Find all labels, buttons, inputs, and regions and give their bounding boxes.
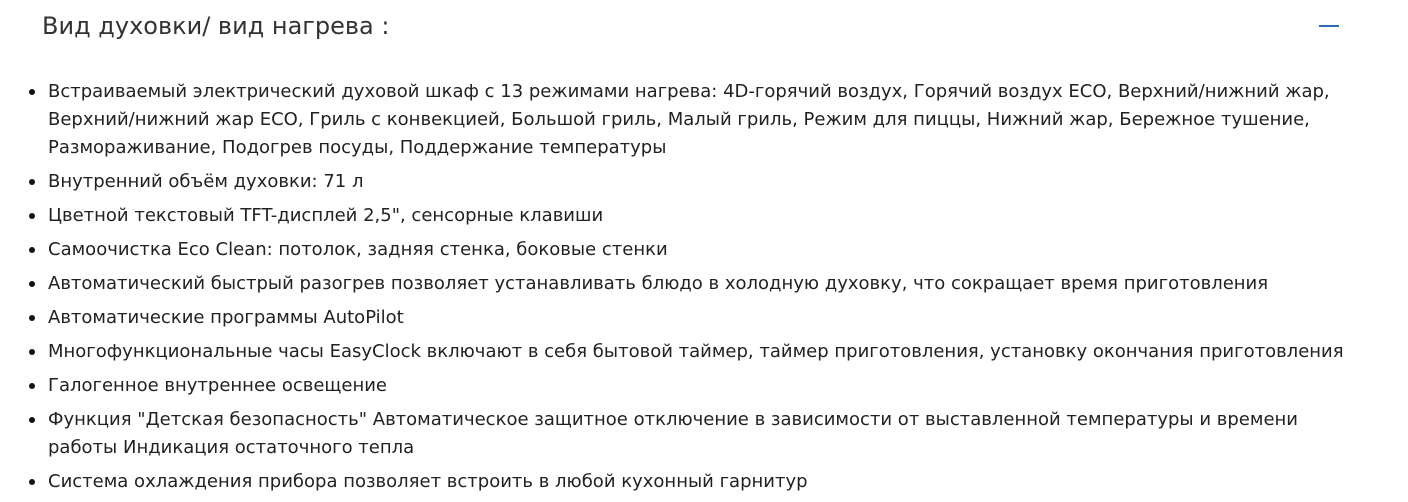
bullet-icon [29, 89, 35, 95]
feature-text: Встраиваемый электрический духовой шкаф с 13 режимами нагрева: 4D-горячий воздух, Горячий воздух ECO, Верхний/нижний жар, Верхний/нижний жар ECO, Гриль с конвекцией, Большой гриль, Малый гриль, Режим для пиццы, Нижний жар, Бережное тушение, Размораживание, Подогрев посуды, Поддержание температуры [48, 81, 1330, 158]
feature-text: Функция "Детская безопасность" Автоматическое защитное отключение в зависимости от выставленной температуры и времени работы Индикация остаточного тепла [48, 409, 1298, 458]
feature-text: Автоматические программы AutoPilot [48, 307, 404, 328]
minus-icon [1319, 25, 1339, 27]
list-item [0, 468, 1408, 496]
bullet-icon [29, 417, 35, 423]
bullet-icon [29, 179, 35, 185]
bullet-icon [29, 383, 35, 389]
feature-text: Цветной текстовый TFT-дисплей 2,5", сенсорные клавиши [48, 205, 604, 226]
feature-text: Многофункциональные часы EasyClock включают в себя бытовой таймер, таймер приготовления, установку окончания приготовления [48, 341, 1344, 362]
bullet-icon [29, 479, 35, 485]
collapse-toggle-button[interactable] [1310, 8, 1348, 42]
list-item [0, 202, 1408, 230]
feature-text: Внутренний объём духовки: 71 л [48, 171, 364, 192]
list-item [0, 406, 1408, 462]
bullet-icon [29, 247, 35, 253]
bullet-icon [29, 349, 35, 355]
list-item [0, 236, 1408, 264]
list-item [0, 372, 1408, 400]
bullet-icon [29, 213, 35, 219]
feature-text: Галогенное внутреннее освещение [48, 375, 387, 396]
list-item [0, 270, 1408, 298]
accordion-header[interactable] [0, 0, 1408, 56]
list-item [0, 304, 1408, 332]
feature-list [0, 78, 1408, 502]
feature-text: Система охлаждения прибора позволяет встроить в любой кухонный гарнитур [48, 471, 808, 492]
feature-text: Автоматический быстрый разогрев позволяет устанавливать блюдо в холодную духовку, что сокращает время приготовления [48, 273, 1269, 294]
list-item [0, 338, 1408, 366]
list-item [0, 78, 1408, 162]
list-item [0, 168, 1408, 196]
bullet-icon [29, 315, 35, 321]
bullet-icon [29, 281, 35, 287]
feature-text: Самоочистка Eco Clean: потолок, задняя стенка, боковые стенки [48, 239, 668, 260]
section-title: Вид духовки/ вид нагрева : [42, 12, 390, 40]
